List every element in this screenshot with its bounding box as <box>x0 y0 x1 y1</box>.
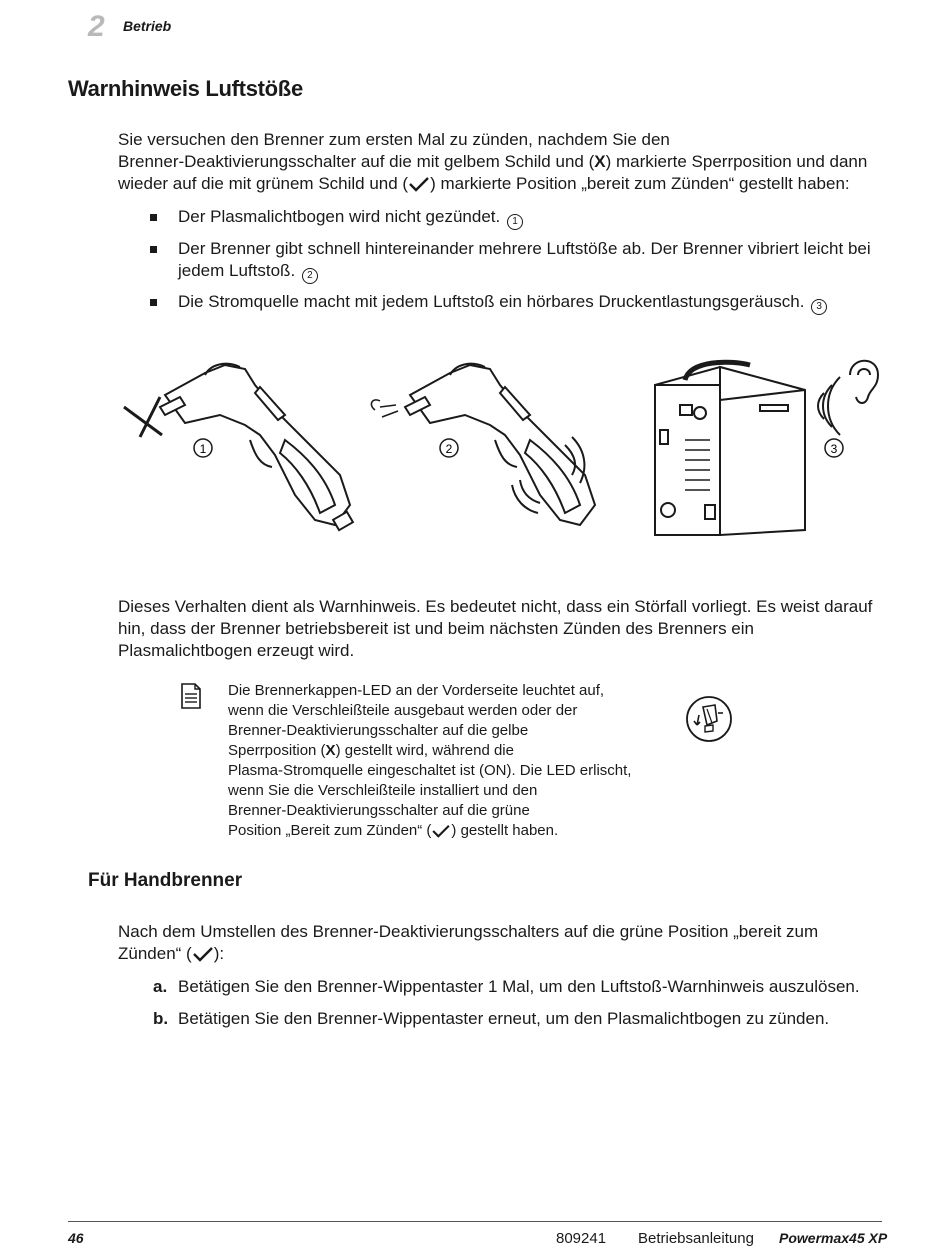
checkmark-icon <box>431 824 451 838</box>
step-letter: a. <box>153 977 168 996</box>
x-cross-icon <box>124 397 162 437</box>
intro-paragraph <box>118 129 908 195</box>
step-letter: b. <box>153 1009 169 1028</box>
section-title: Warnhinweis Luftstöße <box>68 76 303 101</box>
subsection-title: Für Handbrenner <box>88 870 243 891</box>
para-line: Dieses Verhalten dient als Warnhinweis. Es bedeutet nicht, dass ein Störfall vorliegt. Es weist darauf <box>118 597 873 616</box>
callout-label: 2 <box>445 442 453 456</box>
x-mark: X <box>594 152 606 171</box>
air-puff-icon <box>371 400 398 417</box>
torch-cap-led-icon <box>685 695 733 743</box>
air-puff-illustration <box>110 345 890 545</box>
checkmark-icon <box>192 946 214 962</box>
bullet-square-icon <box>150 246 157 253</box>
warning-explanation <box>118 596 898 662</box>
chapter-number: 2 <box>88 10 105 43</box>
para-line: hin, dass der Brenner betriebsbereit ist und beim nächsten Zünden des Brenners ein <box>118 619 754 638</box>
note-text: Die Brennerkappen-LED an der Vorderseite leuchtet auf, wenn die Verschleißteile ausgebaut werden oder der Brenner-Deaktivierungsschalter auf die gelbe Sperrposition (X) gestellt wird, während die Plasma-Stromquelle eingeschaltet ist (ON). Die LED erlischt, wenn Sie die Verschleißteile installiert und den Brenner-Deaktivierungsschalter auf die grüne Position „Bereit zum Zünden“ ( ) gestellt haben. <box>228 682 632 839</box>
ear-icon <box>850 361 878 403</box>
step-item: a. Betätigen Sie den Brenner-Wippentaster 1 Mal, um den Luftstoß-Warnhinweis auszulösen. <box>153 977 860 996</box>
callout-label: 1 <box>199 442 207 456</box>
footer-divider <box>68 1221 882 1222</box>
step-item: b. Betätigen Sie den Brenner-Wippentaster erneut, um den Plasmalichtbogen zu zünden. <box>153 1009 830 1028</box>
bullet-square-icon <box>150 299 157 306</box>
handtorch-paragraph: Nach dem Umstellen des Brenner-Deaktivierungsschalters auf die grüne Position „bereit zum Zünden“ ( ): <box>118 922 819 963</box>
callout-badge: 2 <box>302 268 318 284</box>
callout-badge: 1 <box>507 214 523 230</box>
intro-line: Brenner-Deaktivierungsschalter auf die mit gelbem Schild und (X) markierte Sperrposition und dann <box>118 152 868 171</box>
torch-1-icon <box>160 364 353 530</box>
x-mark: X <box>325 742 336 759</box>
torch-2-icon <box>405 364 595 525</box>
para-line: Plasmalichtbogen erzeugt wird. <box>118 641 355 660</box>
product-name: Powermax45 XP <box>779 1230 888 1246</box>
note-icon <box>180 683 202 709</box>
callout-badge: 3 <box>811 299 827 315</box>
callout-label: 3 <box>830 442 838 456</box>
bullet-square-icon <box>150 214 157 221</box>
doc-number: 809241 <box>556 1230 607 1247</box>
sound-waves-icon <box>818 377 840 435</box>
manual-name: Betriebsanleitung <box>638 1230 754 1247</box>
intro-line: wieder auf die mit grünem Schild und ( ) markierte Position „bereit zum Zünden“ gestellt haben: <box>118 174 850 193</box>
checkmark-icon <box>408 176 430 192</box>
page-number: 46 <box>68 1230 84 1246</box>
power-supply-icon <box>655 362 805 535</box>
intro-line: Sie versuchen den Brenner zum ersten Mal zu zünden, nachdem Sie den <box>118 130 670 149</box>
chapter-title: Betrieb <box>123 18 172 34</box>
